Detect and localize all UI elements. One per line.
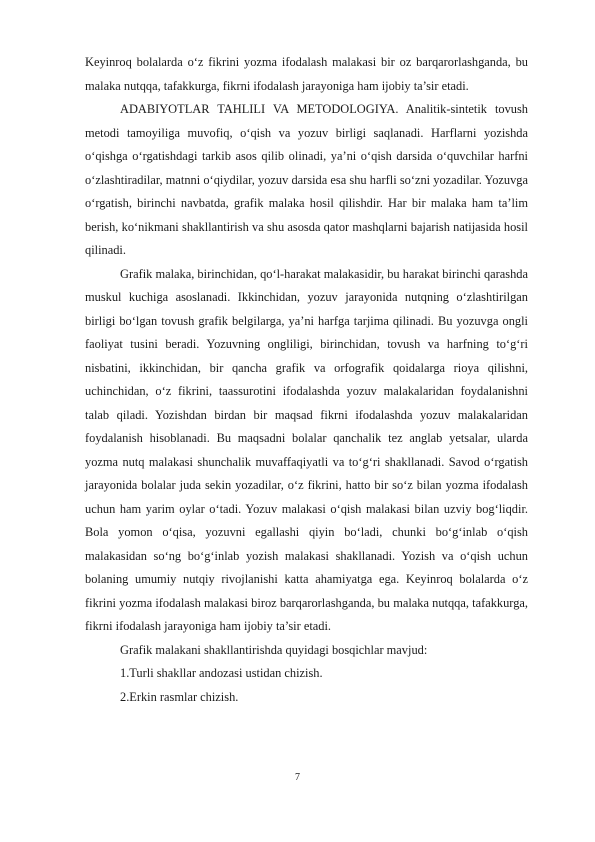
body-text [85,51,528,709]
paragraph-stages-intro: Grafik malakani shakllantirishda quyidagi bosqichlar mavjud: [120,642,428,657]
paragraph-methodology: ADABIYOTLAR TAHLILI VA METODOLOGIYA. Analitik-sintetik tovush metodi tamoyiliga muvofiq, o‘qish va yozuv birligi saqlanadi. Harflarni yozishda o‘qishga o‘rgatishdagi tarkib asos qilib olinadi, ya’ni o‘qish darsida o‘quvchilar harfni o‘zlashtiradilar, matnni o‘qiydilar, yozuv darsida esa shu harfli so‘zni yozadilar. Yozuvga o‘rgatish, birinchi navbatda, grafik malaka hosil qilishdir. Har bir malaka ham ta’lim berish, ko‘nikmani shakllantirish va shu asosda qator mashqlarni bajarish natijasida hosil qilinadi. [85,102,528,257]
page-number: 7 [295,772,300,783]
list-item: 2.Erkin rasmlar chizish. [120,689,239,704]
list-item: 1.Turli shakllar andozasi ustidan chizish. [120,666,323,680]
paragraph-intro: Keyinroq bolalarda o‘z fikrini yozma ifodalash malakasi bir oz barqarorlashganda, bu malaka nutqqa, tafakkurga, fikrni ifodalash jarayoniga ham ijobiy ta’sir etadi. [85,55,528,93]
paragraph-graphic-skill: Grafik malaka, birinchidan, qo‘l-harakat malakasidir, bu harakat birinchi qarashda muskul kuchiga asoslanadi. Ikkinchidan, yozuv jarayonida nutqning o‘zlashtirilgan birligi bo‘lgan tovush grafik belgilarga, ya’ni harfga tarjima qilinadi. Bu yozuvga ongli faoliyat tusini beradi. Yozuvning ongliligi, birinchidan, tovush va harfning to‘g‘ri nisbatini, ikkinchidan, bir qancha grafik va orfografik qoidalarga rioya qilishni, uchinchidan, o‘z fikrini, taassurotini ifodalashda yozuv malakalaridan foydalanishni talab qiladi. Yozishdan birdan bir maqsad fikrni ifodalashda yozuv malakalaridan foydalanish hisoblanadi. Bu maqsadni bolalar qanchalik tez anglab yetsalar, ularda yozma nutq malakasi shunchalik muvaffaqiyatli va to‘g‘ri shakllanadi. Savod o‘rgatish jarayonida bolalar juda sekin yozadilar, o‘z fikrini, hatto bir so‘z bilan yozma ifodalash uchun ham yarim oylar o‘tadi. Yozuv malakasi o‘qish malakasi bilan uzviy bog‘liqdir. Bola yomon o‘qisa, yozuvni egallashi qiyin bo‘ladi, chunki bo‘g‘inlab o‘qish malakasidan so‘ng bo‘g‘inlab yozish malakasi shakllanadi. Yozish va o‘qish uchun bolaning umumiy nutqiy rivojlanishi katta ahamiyatga ega. Keyinroq bolalarda o‘z fikrini yozma ifodalash malakasi biroz barqarorlashganda, bu malaka nutqqa, tafakkurga, fikrni ifodalash jarayoniga ham ijobiy ta’sir etadi. [85,266,528,633]
